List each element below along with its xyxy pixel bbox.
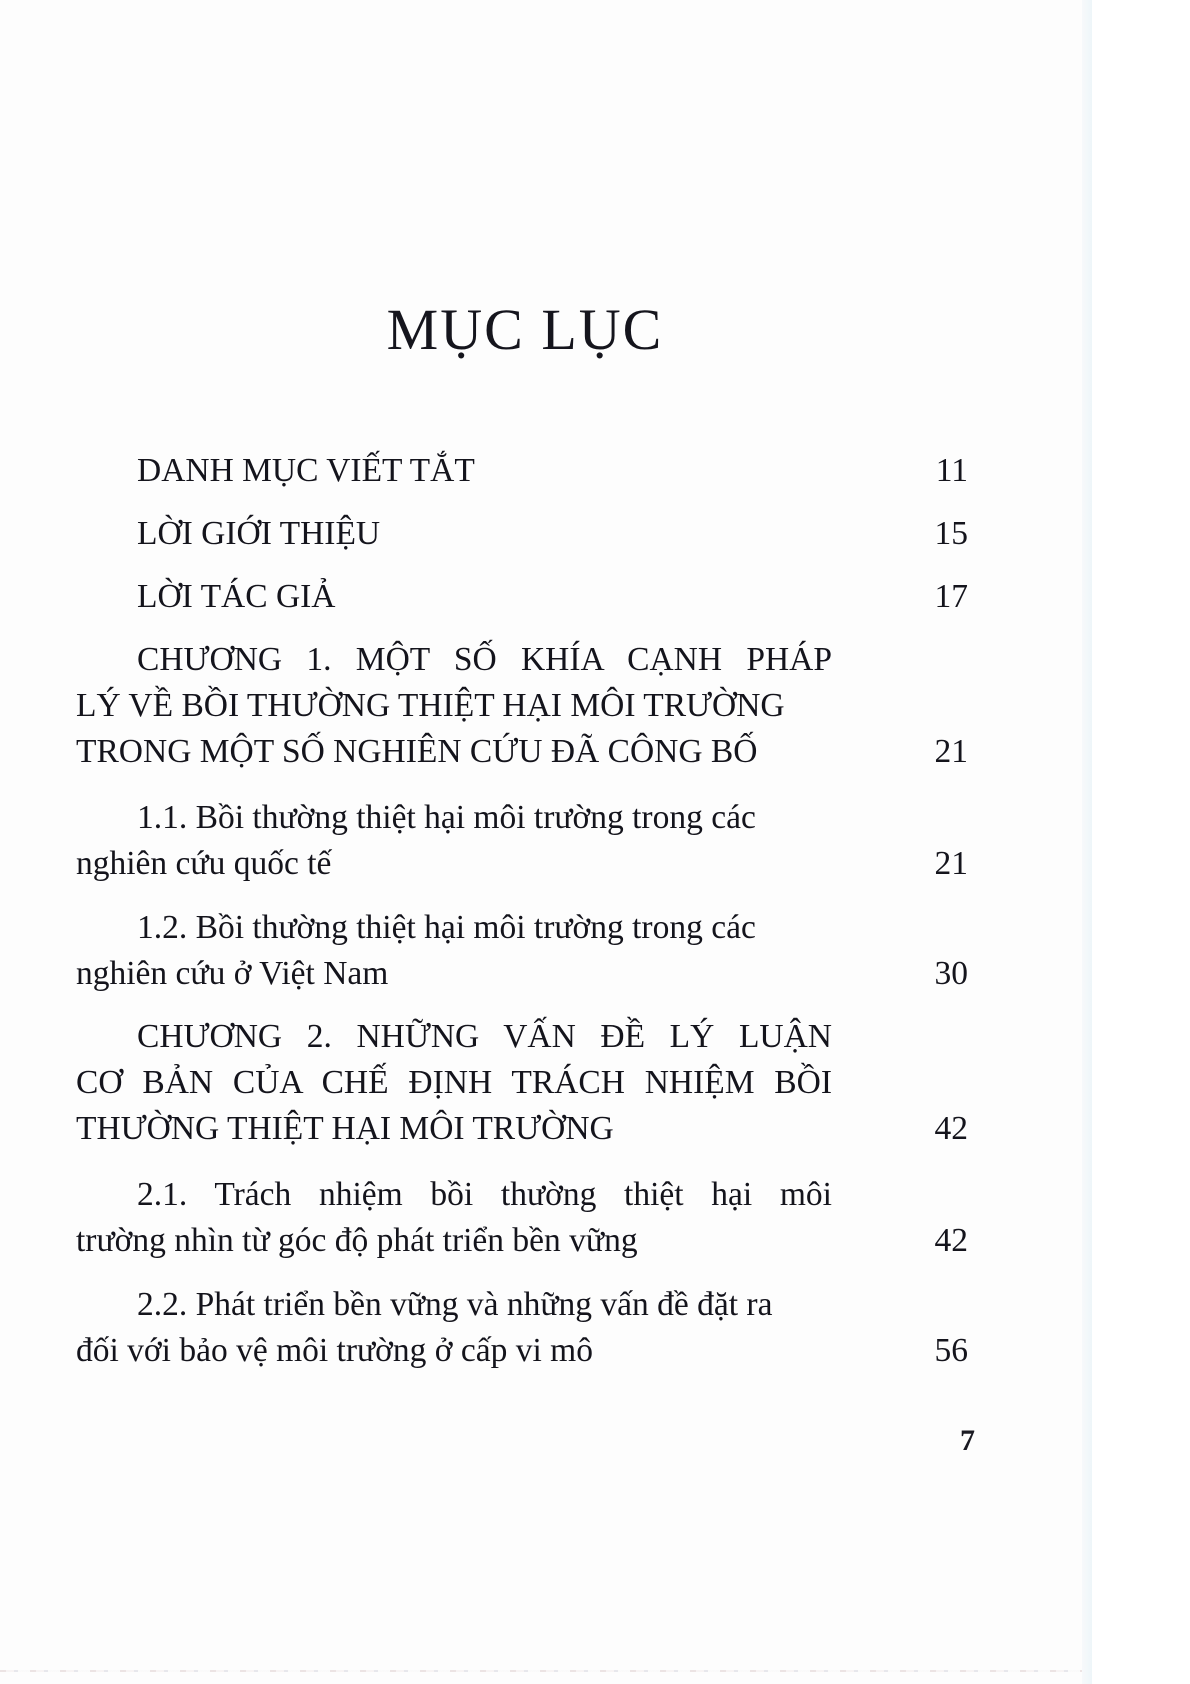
toc-entry-section-2-1[interactable]: [76, 1172, 968, 1264]
page-title: MỤC LỤC: [386, 297, 664, 362]
scan-edge-divider: [0, 1670, 1082, 1672]
toc-entry-text: nghiên cứu quốc tế: [76, 845, 332, 882]
toc-page-number: 42: [934, 1222, 968, 1259]
toc-entry-text: 2.2. Phát triển bền vững và những vấn đề đặt ra: [137, 1286, 773, 1323]
toc-page-number: 21: [934, 845, 968, 882]
toc-entry-text: nghiên cứu ở Việt Nam: [76, 955, 389, 992]
toc-entry-text: 1.1. Bồi thường thiệt hại môi trường trong các: [137, 799, 756, 836]
toc-entry-text: LỜI GIỚI THIỆU: [137, 515, 381, 552]
toc-page-number: 30: [934, 955, 968, 992]
toc-entry-text: đối với bảo vệ môi trường ở cấp vi mô: [76, 1332, 593, 1369]
toc-entry[interactable]: [76, 448, 968, 494]
toc-entry-text: CHƯƠNG 2. NHỮNG VẤN ĐỀ LÝ LUẬN: [137, 1018, 832, 1055]
toc-entry[interactable]: [76, 511, 968, 557]
toc-entry-chapter-1[interactable]: [76, 637, 968, 775]
toc-entry-section-1-1[interactable]: [76, 795, 968, 887]
toc-entry-section-2-2[interactable]: [76, 1282, 968, 1374]
toc-entry-section-1-2[interactable]: [76, 905, 968, 997]
toc-entry[interactable]: [76, 574, 968, 620]
toc-entry-text: 1.2. Bồi thường thiệt hại môi trường trong các: [137, 909, 756, 946]
toc-entry-text: DANH MỤC VIẾT TẮT: [137, 452, 475, 489]
toc-entry-text: LÝ VỀ BỒI THƯỜNG THIỆT HẠI MÔI TRƯỜNG: [76, 687, 785, 724]
toc-entry-text: 2.1. Trách nhiệm bồi thường thiệt hại môi: [137, 1176, 832, 1213]
toc-page-number: 56: [934, 1332, 968, 1369]
toc-entry-text: TRONG MỘT SỐ NGHIÊN CỨU ĐÃ CÔNG BỐ: [76, 733, 758, 770]
toc-page-number: 17: [934, 578, 968, 615]
scan-margin: [1082, 0, 1190, 1684]
toc-page-number: 21: [934, 733, 968, 770]
toc-entry-chapter-2[interactable]: [76, 1014, 968, 1152]
toc-page-number: 15: [934, 515, 968, 552]
toc-entry-text: CƠ BẢN CỦA CHẾ ĐỊNH TRÁCH NHIỆM BỒI: [76, 1064, 832, 1101]
toc-entry-text: trường nhìn từ góc độ phát triển bền vững: [76, 1222, 638, 1259]
toc-entry-text: LỜI TÁC GIẢ: [137, 578, 336, 615]
page-folio-number: 7: [960, 1424, 975, 1457]
toc-page-number: 42: [934, 1110, 968, 1147]
toc-entry-text: THƯỜNG THIỆT HẠI MÔI TRƯỜNG: [76, 1110, 614, 1147]
toc-page-number: 11: [935, 452, 968, 489]
toc-entry-text: CHƯƠNG 1. MỘT SỐ KHÍA CẠNH PHÁP: [137, 641, 832, 678]
